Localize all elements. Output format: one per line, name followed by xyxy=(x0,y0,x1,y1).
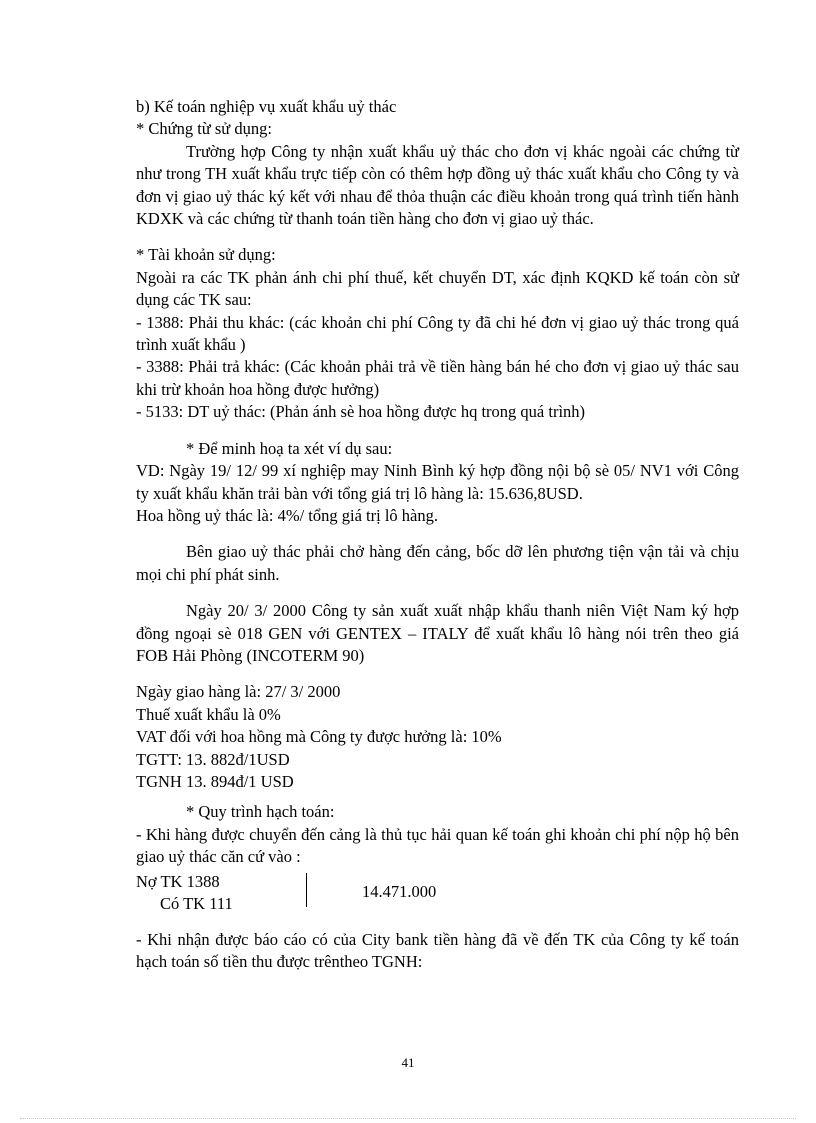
fact-delivery-date: Ngày giao hàng là: 27/ 3/ 2000 xyxy=(136,682,341,702)
section-heading: b) Kế toán nghiệp vụ xuất khẩu uỷ thác xyxy=(136,97,397,116)
page-content xyxy=(136,96,739,973)
example-heading: * Để minh hoạ ta xét ví dụ sau: xyxy=(186,438,393,458)
fact-vat: VAT đối với hoa hồng mà Công ty được hưởng là: 10% xyxy=(136,727,502,747)
accounts-heading: * Tài khoản sử dụng: xyxy=(136,245,276,265)
documents-heading: * Chứng từ sử dụng: xyxy=(136,119,272,139)
procedure-heading: * Quy trình hạch toán: xyxy=(186,802,335,822)
accounts-intro: Ngoài ra các TK phản ánh chi phí thuế, kết chuyển DT, xác định KQKD kế toán còn sử dụng các TK sau: xyxy=(136,267,739,310)
procedure-step-2: - Khi nhận được báo cáo có của City bank tiền hàng đã về đến TK của Công ty kế toán hạch toán số tiền thu được trêntheo TGNH: xyxy=(136,929,739,971)
journal-amount: 14.471.000 xyxy=(362,881,437,901)
account-item-1388: - 1388: Phải thu khác: (các khoản chi phí Công ty đã chi hé đơn vị giao uỷ thác trong quá trình xuất khẩu ) xyxy=(136,312,739,355)
account-item-3388: - 3388: Phải trả khác: (Các khoản phải trả về tiền hàng bán hé cho đơn vị giao uỷ thác sau khi trừ khoản hoa hồng được hưởng) xyxy=(136,357,739,399)
journal-debit: Nợ TK 1388 xyxy=(136,871,220,891)
commission-line: Hoa hồng uỷ thác là: 4%/ tổng giá trị lô hàng. xyxy=(136,505,438,525)
fact-tgnh: TGNH 13. 894đ/1 USD xyxy=(136,771,294,791)
contract-paragraph: Ngày 20/ 3/ 2000 Công ty sản xuất xuất nhập khẩu thanh niên Việt Nam ký hợp đồng ngoại sè 018 GEN với GENTEX – ITALY để xuất khẩu lô hàng nói trên theo giá FOB Hải Phòng (INCOTERM 90) xyxy=(136,601,739,665)
journal-credit: Có TK 111 xyxy=(160,893,233,913)
fact-tgtt: TGTT: 13. 882đ/1USD xyxy=(136,749,290,769)
fact-export-tax: Thuế xuất khẩu là 0% xyxy=(136,704,281,724)
page-bottom-rule xyxy=(20,1118,796,1119)
example-paragraph: VD: Ngày 19/ 12/ 99 xí nghiệp may Ninh Bình ký hợp đồng nội bộ sè 05/ NV1 với Công ty xuất khẩu khăn trải bàn với tổng giá trị lô hàng là: 15.636,8USD. xyxy=(136,461,739,503)
documents-paragraph: Trường hợp Công ty nhận xuất khẩu uỷ thác cho đơn vị khác ngoài các chứng từ như trong TH xuất khẩu trực tiếp còn có thêm hợp đồng uỷ thác xuất khẩu cho Công ty và đơn vị giao uỷ thác ký kết với nhau để thỏa thuận các điều khoản trong quá trình tiến hành KDXK và các chứng từ thanh toán tiền hàng cho đơn vị giao uỷ thác. xyxy=(136,141,739,229)
page-number: 41 xyxy=(401,1055,415,1070)
account-item-5133: - 5133: DT uỷ thác: (Phản ánh sè hoa hồng được hq trong quá trình) xyxy=(136,402,586,422)
delivery-paragraph: Bên giao uỷ thác phải chở hàng đến cảng, bốc dỡ lên phương tiện vận tải và chịu mọi chi phí phát sinh. xyxy=(136,542,739,584)
procedure-step-1: - Khi hàng được chuyển đến cảng là thủ tục hải quan kế toán ghi khoản chi phí nộp hộ bên giao uỷ thác căn cứ vào : xyxy=(136,824,739,867)
journal-entry xyxy=(136,871,739,915)
journal-divider xyxy=(306,873,307,907)
